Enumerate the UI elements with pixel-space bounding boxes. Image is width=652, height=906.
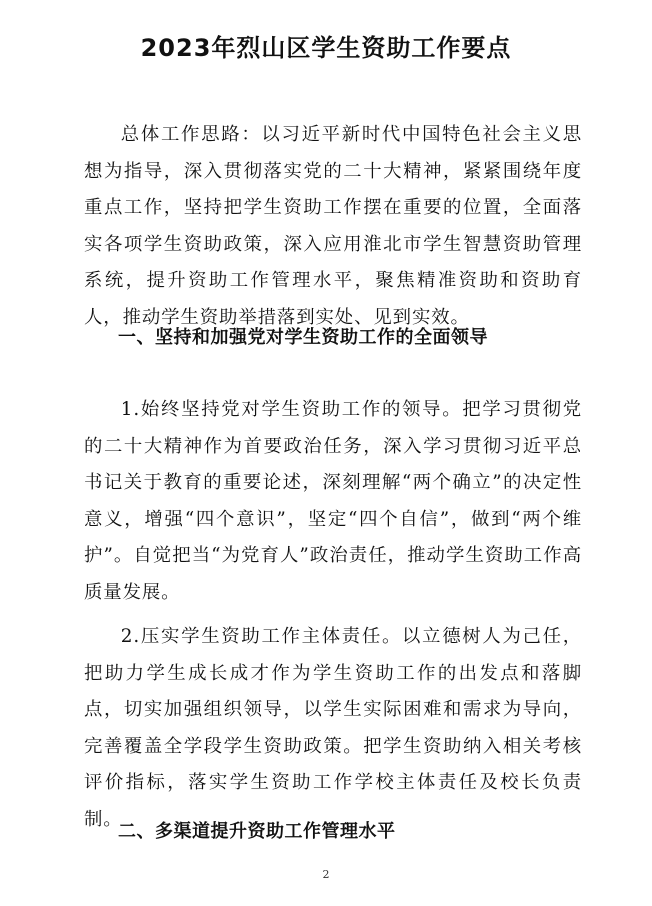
section-heading-1: 一、坚持和加强党对学生资助工作的全面领导	[118, 327, 488, 348]
section1-item-2: 2.压实学生资助工作主体责任。以立德树人为己任，把助力学生成长成才作为学生资助工作的出发点和落脚点，切实加强组织领导，以学生实际困难和需求为导向，完善覆盖全学段学生资助政策。把学生资助纳入相关考核评价指标，落实学生资助工作学校主体责任及校长负责制。	[84, 626, 582, 830]
intro-paragraph: 总体工作思路：以习近平新时代中国特色社会主义思想为指导，深入贯彻落实党的二十大精神，紧紧围绕年度重点工作，坚持把学生资助工作摆在重要的位置，全面落实各项学生资助政策，深入应用淮北市学生智慧资助管理系统，提升资助工作管理水平，聚焦精准资助和资助育人，推动学生资助举措落到实处、见到实效。	[84, 124, 582, 328]
page-number: 2	[322, 868, 330, 881]
document-title: 2023年烈山区学生资助工作要点	[140, 34, 512, 62]
section1-item-1: 1.始终坚持党对学生资助工作的领导。把学习贯彻党的二十大精神作为首要政治任务，深入学习贯彻习近平总书记关于教育的重要论述，深刻理解“两个确立”的决定性意义，增强“四个意识”，坚定“四个自信”，做到“两个维护”。自觉把当“为党育人”政治责任，推动学生资助工作高质量发展。	[84, 399, 582, 603]
section-heading-2: 二、多渠道提升资助工作管理水平	[118, 821, 396, 842]
